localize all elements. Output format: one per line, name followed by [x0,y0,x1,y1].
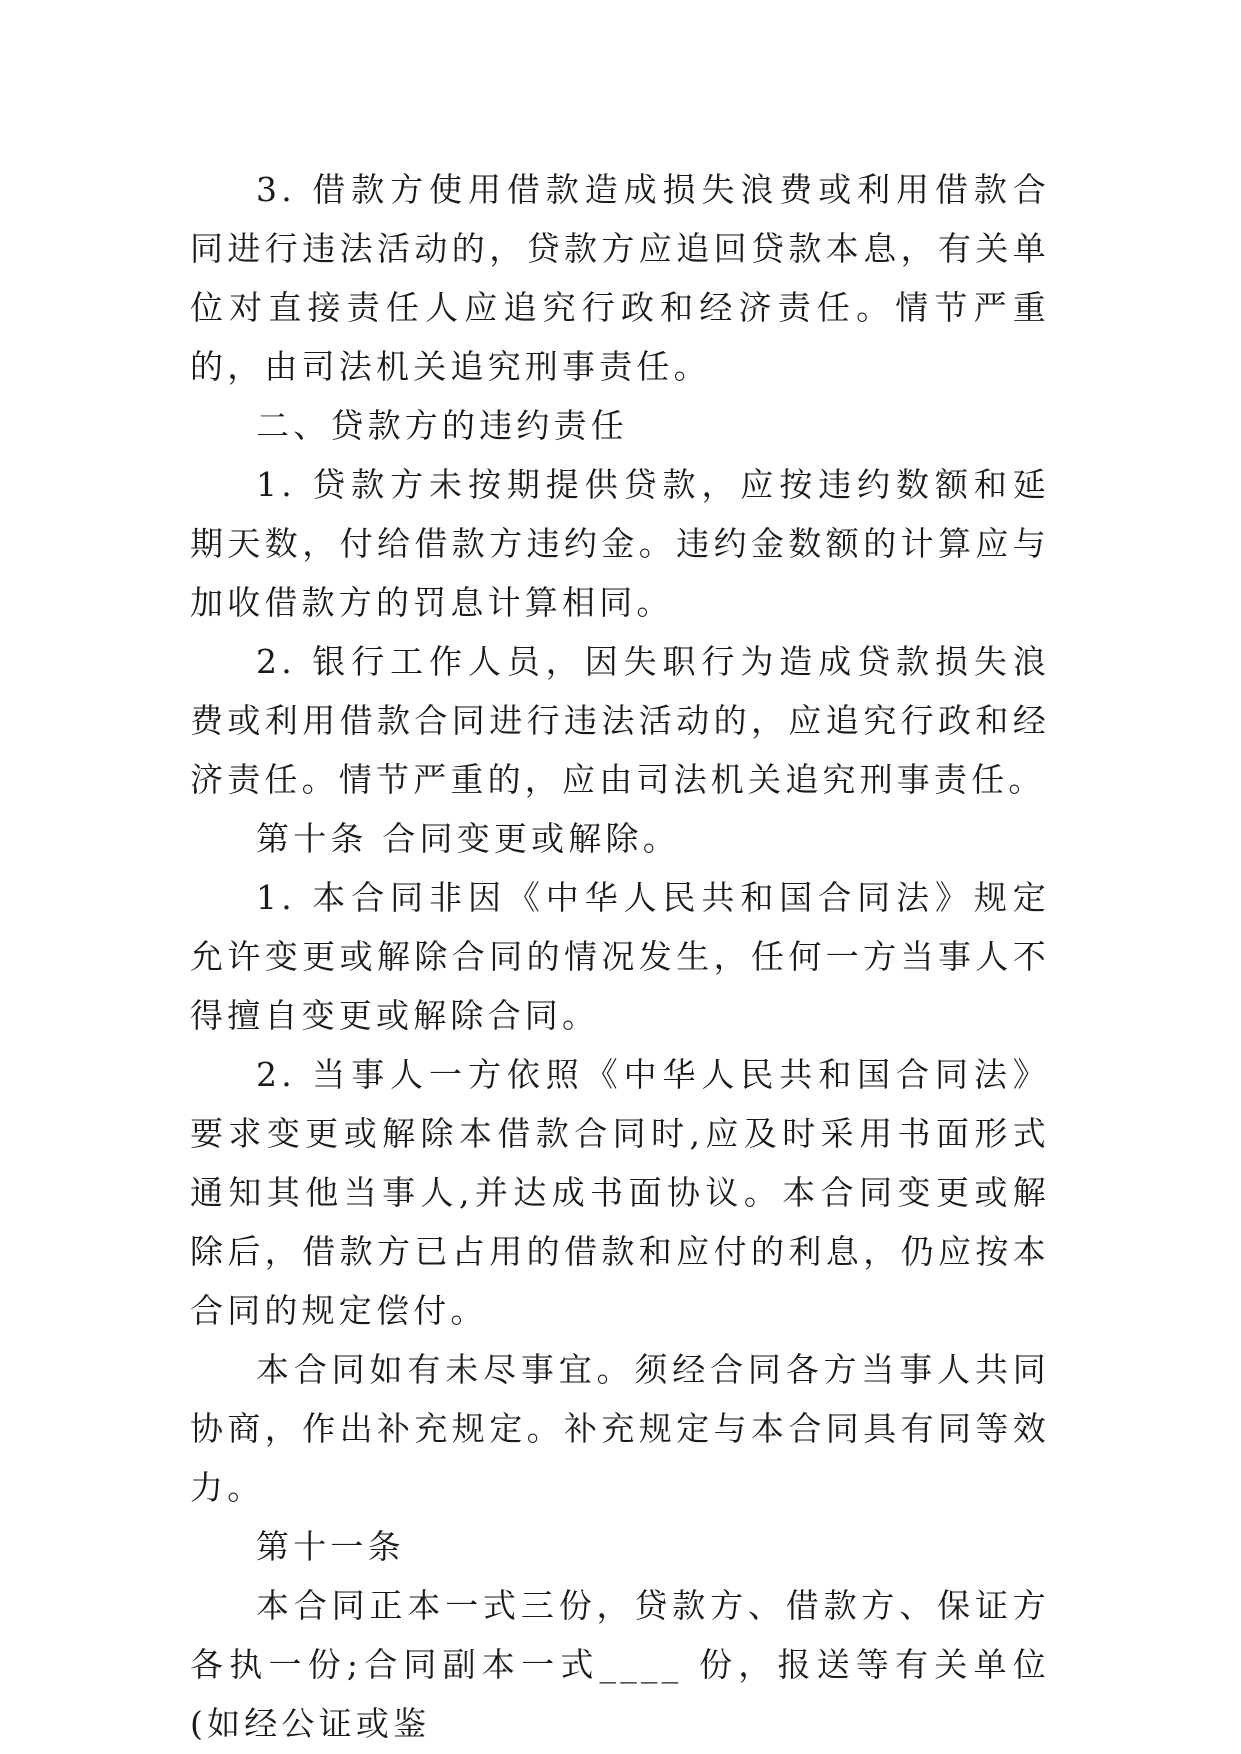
article-11-heading: 第十一条 [256,1527,405,1566]
paragraph-article-11-copies: 本合同正本一式三份，贷款方、借款方、保证方各执一份;合同副本一式____ 份，报送等有关单位(如经公证或鉴 [190,1586,1050,1743]
paragraph-article-10-2: 2. 当事人一方依照《中华人民共和国合同法》要求变更或解除本借款合同时,应及时采用书面形式通知其他当事人,并达成书面协议。本合同变更或解除后，借款方已占用的借款和应付的利息，仍应按本合同的规定偿付。 [190,1055,1050,1330]
paragraph-article-10-1: 1. 本合同非因《中华人民共和国合同法》规定允许变更或解除合同的情况发生，任何一方当事人不得擅自变更或解除合同。 [190,878,1050,1035]
section-heading-lender-liability: 二、贷款方的违约责任 [256,406,628,445]
paragraph-lender-liability-2: 2. 银行工作人员，因失职行为造成贷款损失浪费或利用借款合同进行违法活动的，应追究行政和经济责任。情节严重的，应由司法机关追究刑事责任。 [190,642,1050,799]
article-10-heading: 第十条 合同变更或解除。 [256,819,680,858]
paragraph-supplementary-provisions: 本合同如有未尽事宜。须经合同各方当事人共同协商，作出补充规定。补充规定与本合同具有同等效力。 [190,1350,1050,1507]
paragraph-borrower-liability-3: 3. 借款方使用借款造成损失浪费或利用借款合同进行违法活动的，贷款方应追回贷款本息，有关单位对直接责任人应追究行政和经济责任。情节严重的，由司法机关追究刑事责任。 [190,170,1050,386]
paragraph-lender-liability-1: 1. 贷款方未按期提供贷款，应按违约数额和延期天数，付给借款方违约金。违约金数额的计算应与加收借款方的罚息计算相同。 [190,465,1050,622]
document-body [190,160,1050,1753]
